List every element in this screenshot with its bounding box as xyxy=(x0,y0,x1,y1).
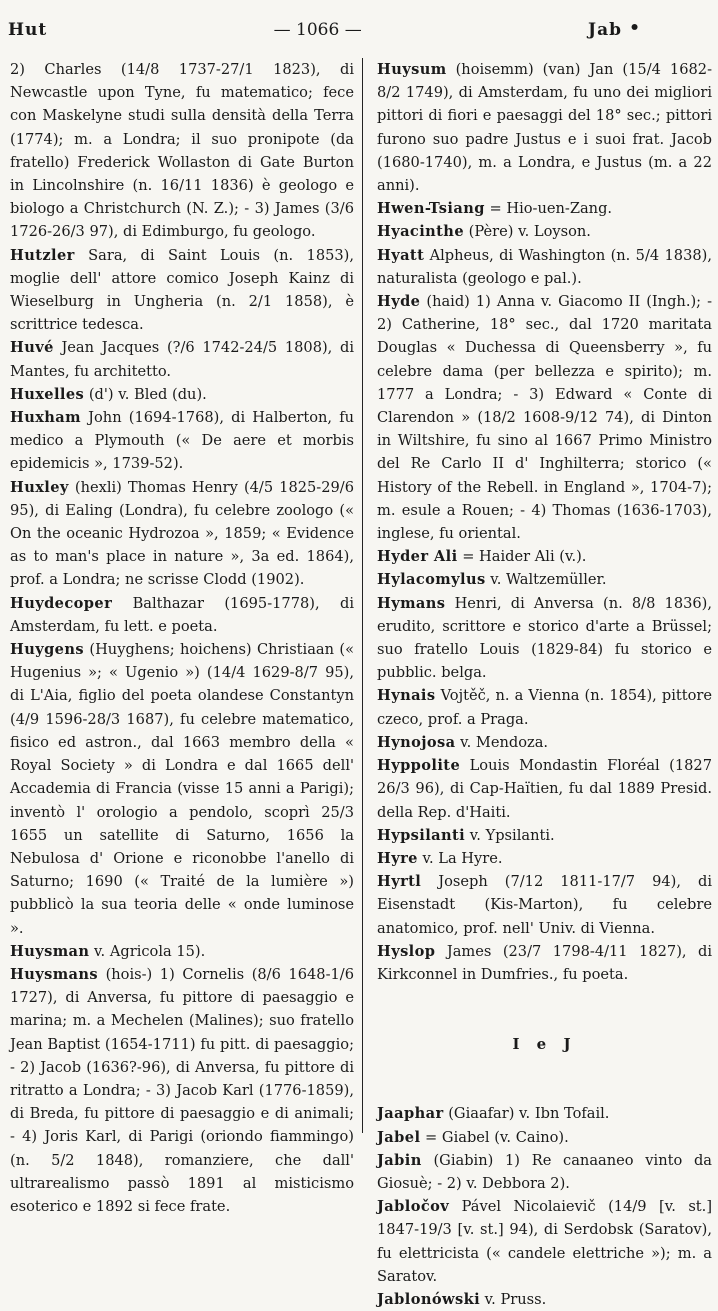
page-number: — 1066 — xyxy=(273,20,362,40)
dictionary-entry xyxy=(10,476,354,592)
header-right-headword: Jab xyxy=(588,20,622,40)
entry-body: = Hio-uen-Zang. xyxy=(489,200,613,218)
entry-headword: Hypsilanti xyxy=(377,826,466,844)
entry-body: (Giabin) 1) Re canaaneo vinto da Giosuè; - 2) v. Debbora 2). xyxy=(377,1151,713,1192)
dictionary-entry xyxy=(10,940,354,963)
dictionary-entry xyxy=(377,824,712,847)
entry-body: = Haider Ali (v.). xyxy=(462,548,587,566)
dictionary-entry xyxy=(10,58,354,244)
dictionary-entry xyxy=(377,290,712,545)
entry-body: 2) Charles (14/8 1737-27/1 1823), di Newcastle upon Tyne, fu matematico; fece con Maskelyne studi sulla densità della Terra (1774); m. a Londra; il suo pronipote (da fratello) Frederick Wollaston di Gate Burton in Lincolnshire (n. 16/11 1836) è geologo e biologo a Christchurch (N. Z.); - 3) James (3/6 1726-26/3 97), di Edimburgo, fu geologo. xyxy=(10,61,354,241)
entry-headword: Huysmans xyxy=(10,965,99,983)
entry-headword: Hyatt xyxy=(377,246,425,264)
dictionary-entry xyxy=(377,1149,712,1195)
right-column xyxy=(362,58,713,1308)
entry-headword: Hutzler xyxy=(10,246,75,264)
entry-body: v. Mendoza. xyxy=(460,733,549,751)
page-header xyxy=(8,18,710,42)
right-column-entries-j xyxy=(377,1102,712,1311)
entry-body: Louis Mondastin Floréal (1827 26/3 96), di Cap-Haïtien, fu dal 1889 Presid. della Rep. d'Haiti. xyxy=(377,757,713,821)
entry-body: Sara, di Saint Louis (n. 1853), moglie dell' attore comico Joseph Kainz di Wieselburg in Ungheria (n. 2/1 1858), è scrittrice tedesca. xyxy=(10,246,355,334)
entry-headword: Hyder Ali xyxy=(377,548,458,566)
header-dot: • xyxy=(629,18,640,38)
entry-body: v. Agricola 15). xyxy=(94,942,206,960)
entry-body: Vojtěč, n. a Vienna (n. 1854), pittore czeco, prof. a Praga. xyxy=(377,687,712,728)
entry-headword: Hynojosa xyxy=(377,733,456,751)
entry-body: v. Pruss. xyxy=(484,1290,547,1308)
dictionary-entry xyxy=(10,383,354,406)
entry-body: Alpheus, di Washington (n. 5/4 1838), naturalista (geologo e pal.). xyxy=(377,246,712,287)
dictionary-entry xyxy=(377,847,712,870)
entry-headword: Huysum xyxy=(377,61,447,78)
entry-body: John (1694-1768), di Halberton, fu medico a Plymouth (« De aere et morbis epidemicis », 1739-52). xyxy=(10,409,354,473)
dictionary-entry xyxy=(377,1288,712,1311)
dictionary-entry xyxy=(377,592,712,685)
entry-body: Balthazar (1695-1778), di Amsterdam, fu lett. e poeta. xyxy=(10,594,354,635)
entry-body: (hoisemm) (van) Jan (15/4 1682-8/2 1749), di Amsterdam, fu uno dei migliori pittori di fiori e paesaggi del 18° sec.; pittori furono suo padre Justus e i suoi frat. Jacob (1680-1740), m. a Londra, e Justus (m. a 22 anni). xyxy=(377,61,713,195)
entry-headword: Hyacinthe xyxy=(377,223,465,241)
dictionary-entry xyxy=(10,638,354,940)
dictionary-entry xyxy=(377,197,712,220)
entry-headword: Huygens xyxy=(10,641,84,659)
entry-body: James (23/7 1798-4/11 1827), di Kirkconnel in Dumfries., fu poeta. xyxy=(377,942,712,983)
entry-headword: Hymans xyxy=(377,594,446,612)
entry-headword: Hyre xyxy=(377,849,418,867)
dictionary-entry xyxy=(10,336,354,382)
dictionary-entry xyxy=(377,58,712,197)
left-column xyxy=(10,58,362,1215)
dictionary-entry xyxy=(10,963,354,1218)
right-column-entries xyxy=(377,58,712,986)
dictionary-entry xyxy=(377,1195,712,1288)
entry-headword: Huxham xyxy=(10,409,82,427)
entry-headword: Hyslop xyxy=(377,942,436,960)
columns xyxy=(10,58,713,1308)
entry-body: Joseph (7/12 1811-17/7 94), di Eisenstadt (Kis-Marton), fu celebre anatomico, prof. nell' Univ. di Vienna. xyxy=(377,873,713,937)
header-left-headword: Hut xyxy=(8,20,48,40)
dictionary-entry xyxy=(377,684,712,730)
entry-headword: Jablonówski xyxy=(377,1290,481,1308)
entry-headword: Hyppolite xyxy=(377,757,461,775)
dictionary-entry xyxy=(377,731,712,754)
entry-body: (hois-) 1) Cornelis (8/6 1648-1/6 1727), di Anversa, fu pittore di paesaggio e marina; m. a Mechelen (Malines); suo fratello Jean Baptist (1654-1711) fu pitt. di paesaggio; - 2) Jacob (1636?-96), di Anversa, fu pittore di ritratto a Londra; - 3) Jacob Karl (1776-1859), di Breda, fu pittore di paesaggio e di animali; - 4) Joris Karl, di Parigi (oriondo fiammingo) (n. 5/2 1848), romanziere, che dall' ultrarealismo passò 1891 al misticismo esoterico e 1892 si fece frate. xyxy=(10,965,354,1215)
dictionary-entry xyxy=(377,545,712,568)
entry-body: Pável Nicolaievič (14/9 [v. st.] 1847-19/3 [v. st.] 94), di Serdobsk (Saratov), fu elettricista (« candele elettriche »); m. a Saratov. xyxy=(377,1198,713,1285)
entry-headword: Jabel xyxy=(377,1128,421,1146)
entry-body: (d') v. Bled (du). xyxy=(88,385,207,403)
entry-headword: Hwen-Tsiang xyxy=(377,200,485,218)
entry-body: (haid) 1) Anna v. Giacomo II (Ingh.); - 2) Catherine, 18° sec., dal 1720 maritata Douglas « Duchessa di Queensberry », fu celebre dama (per bellezza e spirito); m. 1777 a Londra; - 3) Edward « Conte di Clarendon » (18/2 1608-9/12 74), di Dinton in Wiltshire, fu sino al 1667 Primo Ministro del Re Carlo II d' Inghilterra; storico (« History of the Rebell. in England », 1704-7); m. esule a Rouen; - 4) Thomas (1636-1703), inglese, fu oriental. xyxy=(377,293,713,543)
entry-body: v. Waltzemüller. xyxy=(490,571,607,589)
entry-body: v. Ypsilanti. xyxy=(469,826,555,844)
dictionary-entry xyxy=(10,406,354,476)
dictionary-entry xyxy=(377,1126,712,1149)
entry-body: Henri, di Anversa (n. 8/8 1836), erudito, scrittore e storico d'arte a Brüssel; suo fratello Louis (1829-84) fu storico e pubblic. belga. xyxy=(377,594,713,682)
entry-body: v. La Hyre. xyxy=(422,849,503,867)
dictionary-entry xyxy=(377,568,712,591)
dictionary-entry xyxy=(377,754,712,824)
entry-body: (Huyghens; hoichens) Christiaan (« Hugenius »; « Ugenio ») (14/4 1629-8/7 95), di L'Aia, figlio del poeta olandese Constantyn (4/9 1596-28/3 1687), fu celebre matematico, fisico ed astron., dal 1663 membro della « Royal Society » di Londra e dal 1665 dell' Accademia di Francia (visse 15 anni a Parigi); inventò l' orologio a pendolo, scoprì 25/3 1655 un satellite di Saturno, 1656 la Nebulosa d' Orione e riconobbe l'anello di Saturno; 1690 (« Traité de la lumière ») pubblicò la sua teoria delle « onde luminose ». xyxy=(10,641,355,937)
entry-headword: Jabločov xyxy=(377,1198,450,1216)
dictionary-entry xyxy=(377,870,712,940)
entry-body: Jean Jacques (?/6 1742-24/5 1808), di Mantes, fu architetto. xyxy=(10,339,354,380)
entry-body: (Giaafar) v. Ibn Tofail. xyxy=(448,1105,610,1123)
entry-body: (hexli) Thomas Henry (4/5 1825-29/6 95), di Ealing (Londra), fu celebre zoologo (« On the oceanic Hydrozoa », 1859; « Evidence as to man's place in nature », 3a ed. 1864), prof. a Londra; ne scrisse Clodd (1902). xyxy=(10,478,355,589)
entry-body: = Giabel (v. Caino). xyxy=(425,1128,569,1146)
entry-headword: Hynais xyxy=(377,687,436,705)
dictionary-entry xyxy=(377,244,712,290)
dictionary-entry xyxy=(377,1102,712,1125)
dictionary-entry xyxy=(10,592,354,638)
entry-headword: Huxelles xyxy=(10,385,85,403)
entry-headword: Huysman xyxy=(10,942,90,960)
entry-headword: Huydecoper xyxy=(10,594,113,612)
dictionary-entry xyxy=(10,244,354,337)
dictionary-entry xyxy=(377,940,712,986)
entry-headword: Huxley xyxy=(10,478,69,496)
entry-headword: Huvé xyxy=(10,339,54,357)
section-title: I e J xyxy=(512,1035,577,1054)
entry-headword: Jabin xyxy=(377,1151,422,1169)
entry-headword: Jaaphar xyxy=(377,1105,444,1123)
entry-headword: Hyde xyxy=(377,293,421,311)
dictionary-entry xyxy=(377,220,712,243)
entry-body: (Père) v. Loyson. xyxy=(468,223,591,241)
entry-headword: Hyrtl xyxy=(377,873,422,891)
entry-headword: Hylacomylus xyxy=(377,571,486,589)
